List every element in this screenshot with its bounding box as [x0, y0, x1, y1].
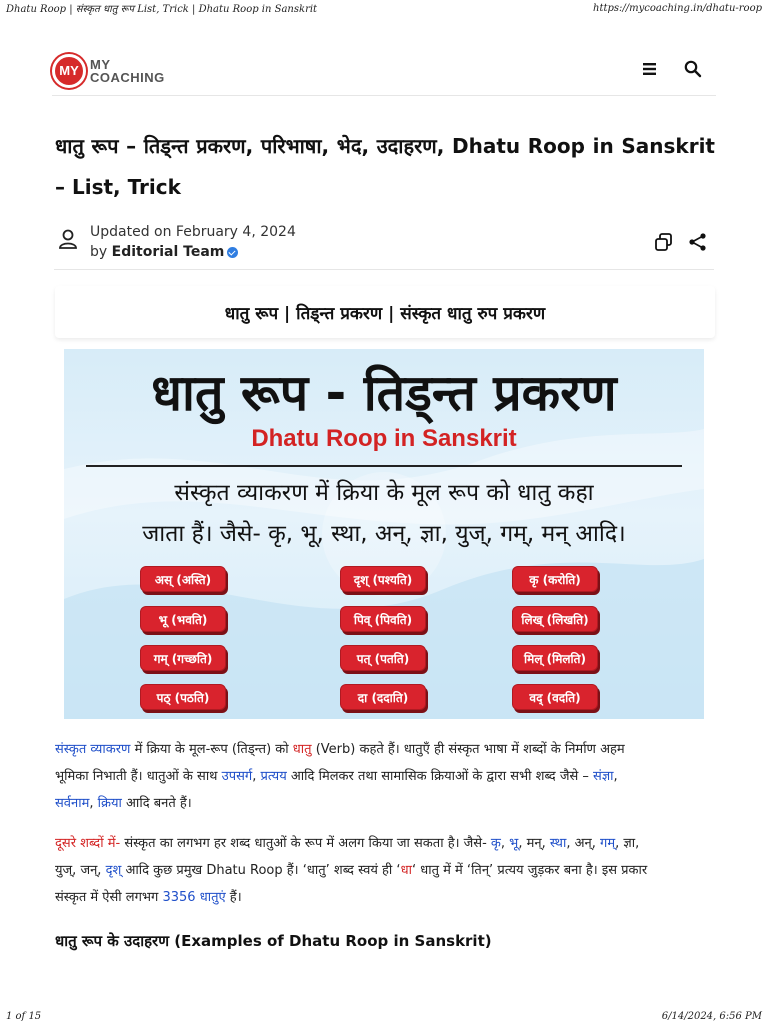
emphasis-dha: धा [400, 863, 412, 878]
second-line-1 [55, 830, 715, 857]
article-title: धातु रूप – तिड्न्त प्रकरण, परिभाषा, भेद, उदाहरण, Dhatu Roop in Sanskrit – List, Trick [55, 134, 715, 199]
text-span: आदि बनते हैं। [121, 796, 192, 811]
print-header [0, 0, 768, 16]
dhatu-pill: दृश् (पश्यति) [340, 566, 426, 592]
logo-text [90, 58, 165, 84]
link-drish[interactable]: दृश् [105, 863, 122, 878]
print-datetime: 6/14/2024, 6:56 PM [661, 1010, 762, 1022]
link-sarvanam[interactable]: सर्वनाम [55, 796, 90, 811]
banner-subtitle: Dhatu Roop in Sanskrit [251, 425, 517, 452]
text-span: , अन्, [566, 836, 601, 851]
second-line-3 [55, 884, 715, 911]
article-meta [58, 222, 716, 266]
site-logo[interactable] [52, 54, 165, 88]
link-kriya[interactable]: क्रिया [97, 796, 122, 811]
dhatu-pill: कृ (करोति) [512, 566, 598, 592]
dhatu-pill: दा (ददाति) [340, 684, 426, 710]
text-span: , [500, 836, 510, 851]
text-span: , ज्ञा, [615, 836, 640, 851]
author-link[interactable]: Editorial Team [111, 244, 225, 260]
text-span: , [252, 769, 261, 784]
search-icon[interactable] [684, 60, 702, 82]
byline [90, 242, 296, 262]
logo-mark: MY [52, 54, 86, 88]
emphasis-text: दूसरे शब्दों में- [55, 836, 121, 851]
dhatu-roop-banner-image [64, 349, 704, 719]
meta-actions [654, 232, 708, 256]
text-span: , [89, 796, 98, 811]
meta-text [90, 222, 296, 262]
text-span: भूमिका निभाती हैं। धातुओं के साथ [55, 769, 222, 784]
intro-paragraph [55, 736, 715, 817]
banner-description-line1: संस्कृत व्याकरण में क्रिया के मूल रूप को धातु कहा [174, 480, 594, 506]
dhatu-pill: पठ् (पठति) [140, 684, 226, 710]
meta-divider [54, 269, 714, 270]
section-heading-box [55, 286, 715, 338]
hamburger-menu-icon[interactable] [642, 61, 658, 80]
link-bhu[interactable]: भू [509, 836, 519, 851]
print-header-title: Dhatu Roop | संस्कृत धातु रूप List, Trick | Dhatu Roop in Sanskrit [6, 4, 318, 15]
share-icon[interactable] [688, 232, 708, 256]
logo-text-line2: COACHING [90, 69, 165, 85]
copy-icon[interactable] [654, 232, 674, 256]
intro-line-3 [55, 790, 715, 817]
dhatu-pill: पत् (पतति) [340, 645, 426, 671]
dhatu-pill: पिव् (पिवति) [340, 606, 426, 632]
verified-check-icon [227, 247, 238, 258]
link-sanskrit-vyakaran[interactable]: संस्कृत व्याकरण [55, 742, 131, 757]
link-kri[interactable]: कृ [490, 836, 501, 851]
banner-divider [86, 465, 682, 467]
dhatu-pill: मिल् (मिलति) [512, 645, 598, 671]
logo-text-line1: MY [90, 56, 111, 72]
second-line-2 [55, 857, 715, 884]
link-pratyay[interactable]: प्रत्यय [260, 769, 287, 784]
link-3356-dhatu[interactable]: 3356 धातुएं [162, 890, 226, 905]
dhatu-pill: अस् (अस्ति) [140, 566, 226, 592]
text-span: में क्रिया के मूल-रूप (तिड्न्त) को [130, 742, 293, 757]
dhatu-pill: भू (भवति) [140, 606, 226, 632]
print-header-url: https://mycoaching.in/dhatu-roop [593, 2, 762, 14]
text-span: ‘ धातु में में ‘तिन्’ प्रत्यय जुड़कर बना है। इस प्रकार [411, 863, 648, 878]
text-span: आदि कुछ प्रमुख Dhatu Roop हैं। ‘धातु’ शब्द स्वयं ही ‘ [121, 863, 401, 878]
text-span: संस्कृत में ऐसी लगभग [55, 890, 163, 905]
page-count: 1 of 15 [6, 1010, 42, 1022]
second-paragraph [55, 830, 715, 911]
header-actions [642, 60, 716, 82]
text-span: (Verb) कहते हैं। धातुएँ ही संस्कृत भाषा में शब्दों के निर्माण अहम [311, 742, 625, 757]
link-stha[interactable]: स्था [549, 836, 567, 851]
byline-label: by [90, 244, 108, 260]
text-span: , मन्, [518, 836, 550, 851]
link-upsarg[interactable]: उपसर्ग [221, 769, 253, 784]
examples-subheading: धातु रूप के उदाहरण (Examples of Dhatu Roop in Sanskrit) [55, 932, 492, 950]
intro-line-1 [55, 736, 715, 763]
user-icon [58, 228, 78, 254]
banner-description [64, 473, 704, 555]
updated-date: Updated on February 4, 2024 [90, 224, 296, 240]
banner-title: धातु रूप - तिड्न्त प्रकरण [151, 364, 617, 422]
dhatu-pill: गम् (गच्छति) [140, 645, 226, 671]
dhatu-pill: वद् (वदति) [512, 684, 598, 710]
intro-line-2 [55, 763, 715, 790]
link-dhatu[interactable]: धातु [292, 742, 312, 757]
section-heading: धातु रूप | तिड्न्त प्रकरण | संस्कृत धातु रुप प्रकरण [224, 303, 546, 324]
text-span: आदि मिलकर तथा सामासिक क्रियाओं के द्वारा सभी शब्द जैसे – [286, 769, 594, 784]
text-span: हैं। [225, 890, 242, 905]
dhatu-pill: लिख् (लिखति) [512, 606, 598, 632]
text-span: युज्, जन्, [55, 863, 106, 878]
print-footer [0, 1008, 768, 1024]
link-sangya[interactable]: संज्ञा [593, 769, 614, 784]
site-header [52, 46, 716, 96]
text-span: संस्कृत का लगभग हर शब्द धातुओं के रूप में अलग किया जा सकता है। जैसे- [120, 836, 491, 851]
banner-description-line2: जाता हैं। जैसे- कृ, भू, स्था, अन्, ज्ञा, युज्, गम्, मन् आदि। [142, 521, 626, 547]
link-gam[interactable]: गम् [600, 836, 616, 851]
text-span: , [613, 769, 618, 784]
